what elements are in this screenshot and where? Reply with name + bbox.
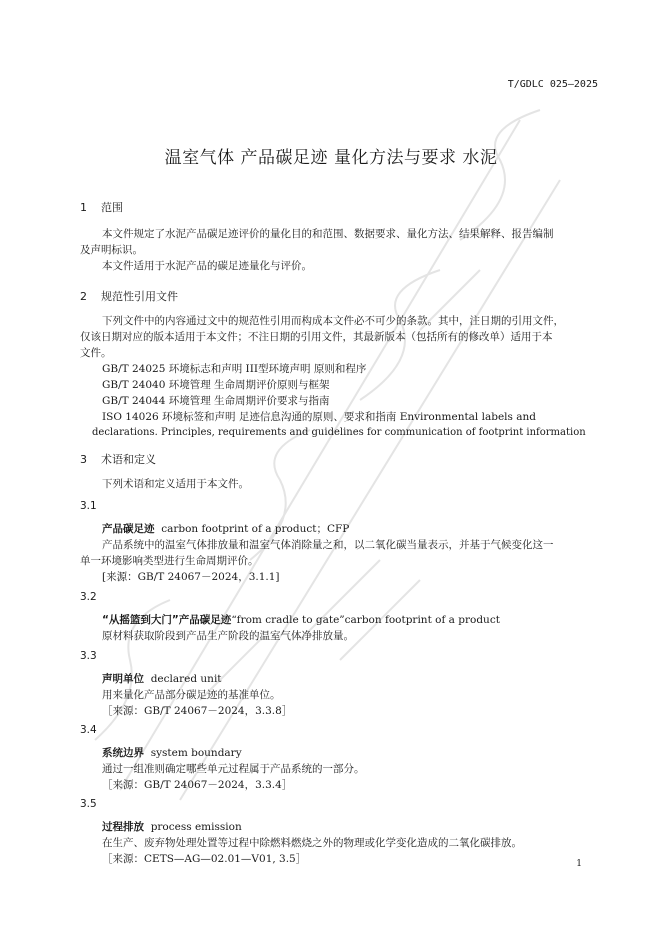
reference-item: GB/T 24044 环境管理 生命周期评价要求与指南 — [102, 395, 330, 407]
term-heading — [102, 819, 242, 834]
reference-item: ISO 14026 环境标签和声明 足迹信息沟通的原则、要求和指南 Environmental labels and — [102, 411, 537, 423]
section-title: 范围 — [101, 201, 123, 214]
reference-item: GB/T 24040 环境管理 生命周期评价原则与框架 — [102, 379, 330, 391]
term-number: 3.1 — [80, 500, 97, 512]
term-definition: 通过一组准则确定哪些单元过程属于产品系统的一部分。 — [102, 763, 365, 775]
paragraph: 文件。 — [80, 347, 112, 359]
reference-item: GB/T 24025 环境标志和声明 III型环境声明 原则和程序 — [102, 363, 367, 375]
term-heading — [102, 612, 500, 627]
section-1-heading — [80, 199, 123, 215]
paragraph: 仅该日期对应的版本适用于本文件；不注日期的引用文件，其最新版本（包括所有的修改单）适用于本 — [80, 331, 553, 343]
term-source: [来源：GB/T 24067－2024，3.1.1] — [102, 571, 280, 583]
term-source: ［来源：CETS—AG—02.01—V01, 3.5］ — [102, 853, 307, 865]
term-definition: 在生产、废弃物处理处置等过程中除燃料燃烧之外的物理或化学变化造成的二氧化碳排放。 — [102, 837, 522, 849]
term-zh: 产品碳足迹 — [102, 523, 155, 535]
section-number: 2 — [80, 290, 87, 303]
term-zh: 过程排放 — [102, 821, 144, 833]
term-number: 3.5 — [80, 798, 97, 810]
term-source: ［来源：GB/T 24067－2024，3.3.8］ — [102, 705, 293, 717]
term-zh: 声明单位 — [102, 673, 144, 685]
term-definition: 产品系统中的温室气体排放量和温室气体消除量之和，以二氧化碳当量表示，并基于气候变化这一 — [102, 539, 554, 551]
term-number: 3.3 — [80, 650, 97, 662]
term-number: 3.4 — [80, 724, 97, 736]
term-zh: 系统边界 — [102, 747, 144, 759]
term-en: “from cradle to gate”carbon footprint of a product — [231, 614, 500, 626]
term-en: carbon footprint of a product；CFP — [161, 523, 350, 535]
paragraph: 本文件适用于水泥产品的碳足迹量化与评价。 — [102, 260, 312, 272]
section-number: 1 — [80, 201, 87, 214]
paragraph: 及声明标识。 — [80, 244, 143, 256]
term-heading — [102, 671, 222, 686]
document-code: T/GDLC 025—2025 — [507, 79, 598, 90]
term-en: process emission — [150, 821, 242, 833]
term-definition: 用来量化产品部分碳足迹的基准单位。 — [102, 689, 281, 701]
term-heading — [102, 745, 242, 760]
section-title: 术语和定义 — [101, 453, 156, 466]
paragraph: 本文件规定了水泥产品碳足迹评价的量化目的和范围、数据要求、量化方法、结果解释、报告编制 — [102, 228, 554, 240]
term-definition: 原材料获取阶段到产品生产阶段的温室气体净排放量。 — [102, 630, 354, 642]
term-zh: “从摇篮到大门”产品碳足迹 — [102, 614, 232, 626]
term-heading — [102, 521, 349, 536]
term-source: ［来源：GB/T 24067－2024，3.3.4］ — [102, 779, 293, 791]
paragraph: 下列术语和定义适用于本文件。 — [102, 478, 249, 490]
section-title: 规范性引用文件 — [101, 290, 178, 303]
section-number: 3 — [80, 453, 87, 466]
section-2-heading — [80, 288, 178, 304]
section-3-heading — [80, 451, 156, 467]
page-number: 1 — [576, 859, 582, 869]
paragraph: 下列文件中的内容通过文中的规范性引用而构成本文件必不可少的条款。其中，注日期的引用文件， — [102, 315, 564, 327]
term-en: system boundary — [150, 747, 242, 759]
reference-item: declarations. Principles, requirements and guidelines for communication of footprint information — [92, 427, 586, 438]
term-number: 3.2 — [80, 591, 97, 603]
term-definition: 单一环境影响类型进行生命周期评价。 — [80, 555, 259, 567]
document-title: 温室气体 产品碳足迹 量化方法与要求 水泥 — [164, 148, 498, 168]
term-en: declared unit — [150, 673, 222, 685]
